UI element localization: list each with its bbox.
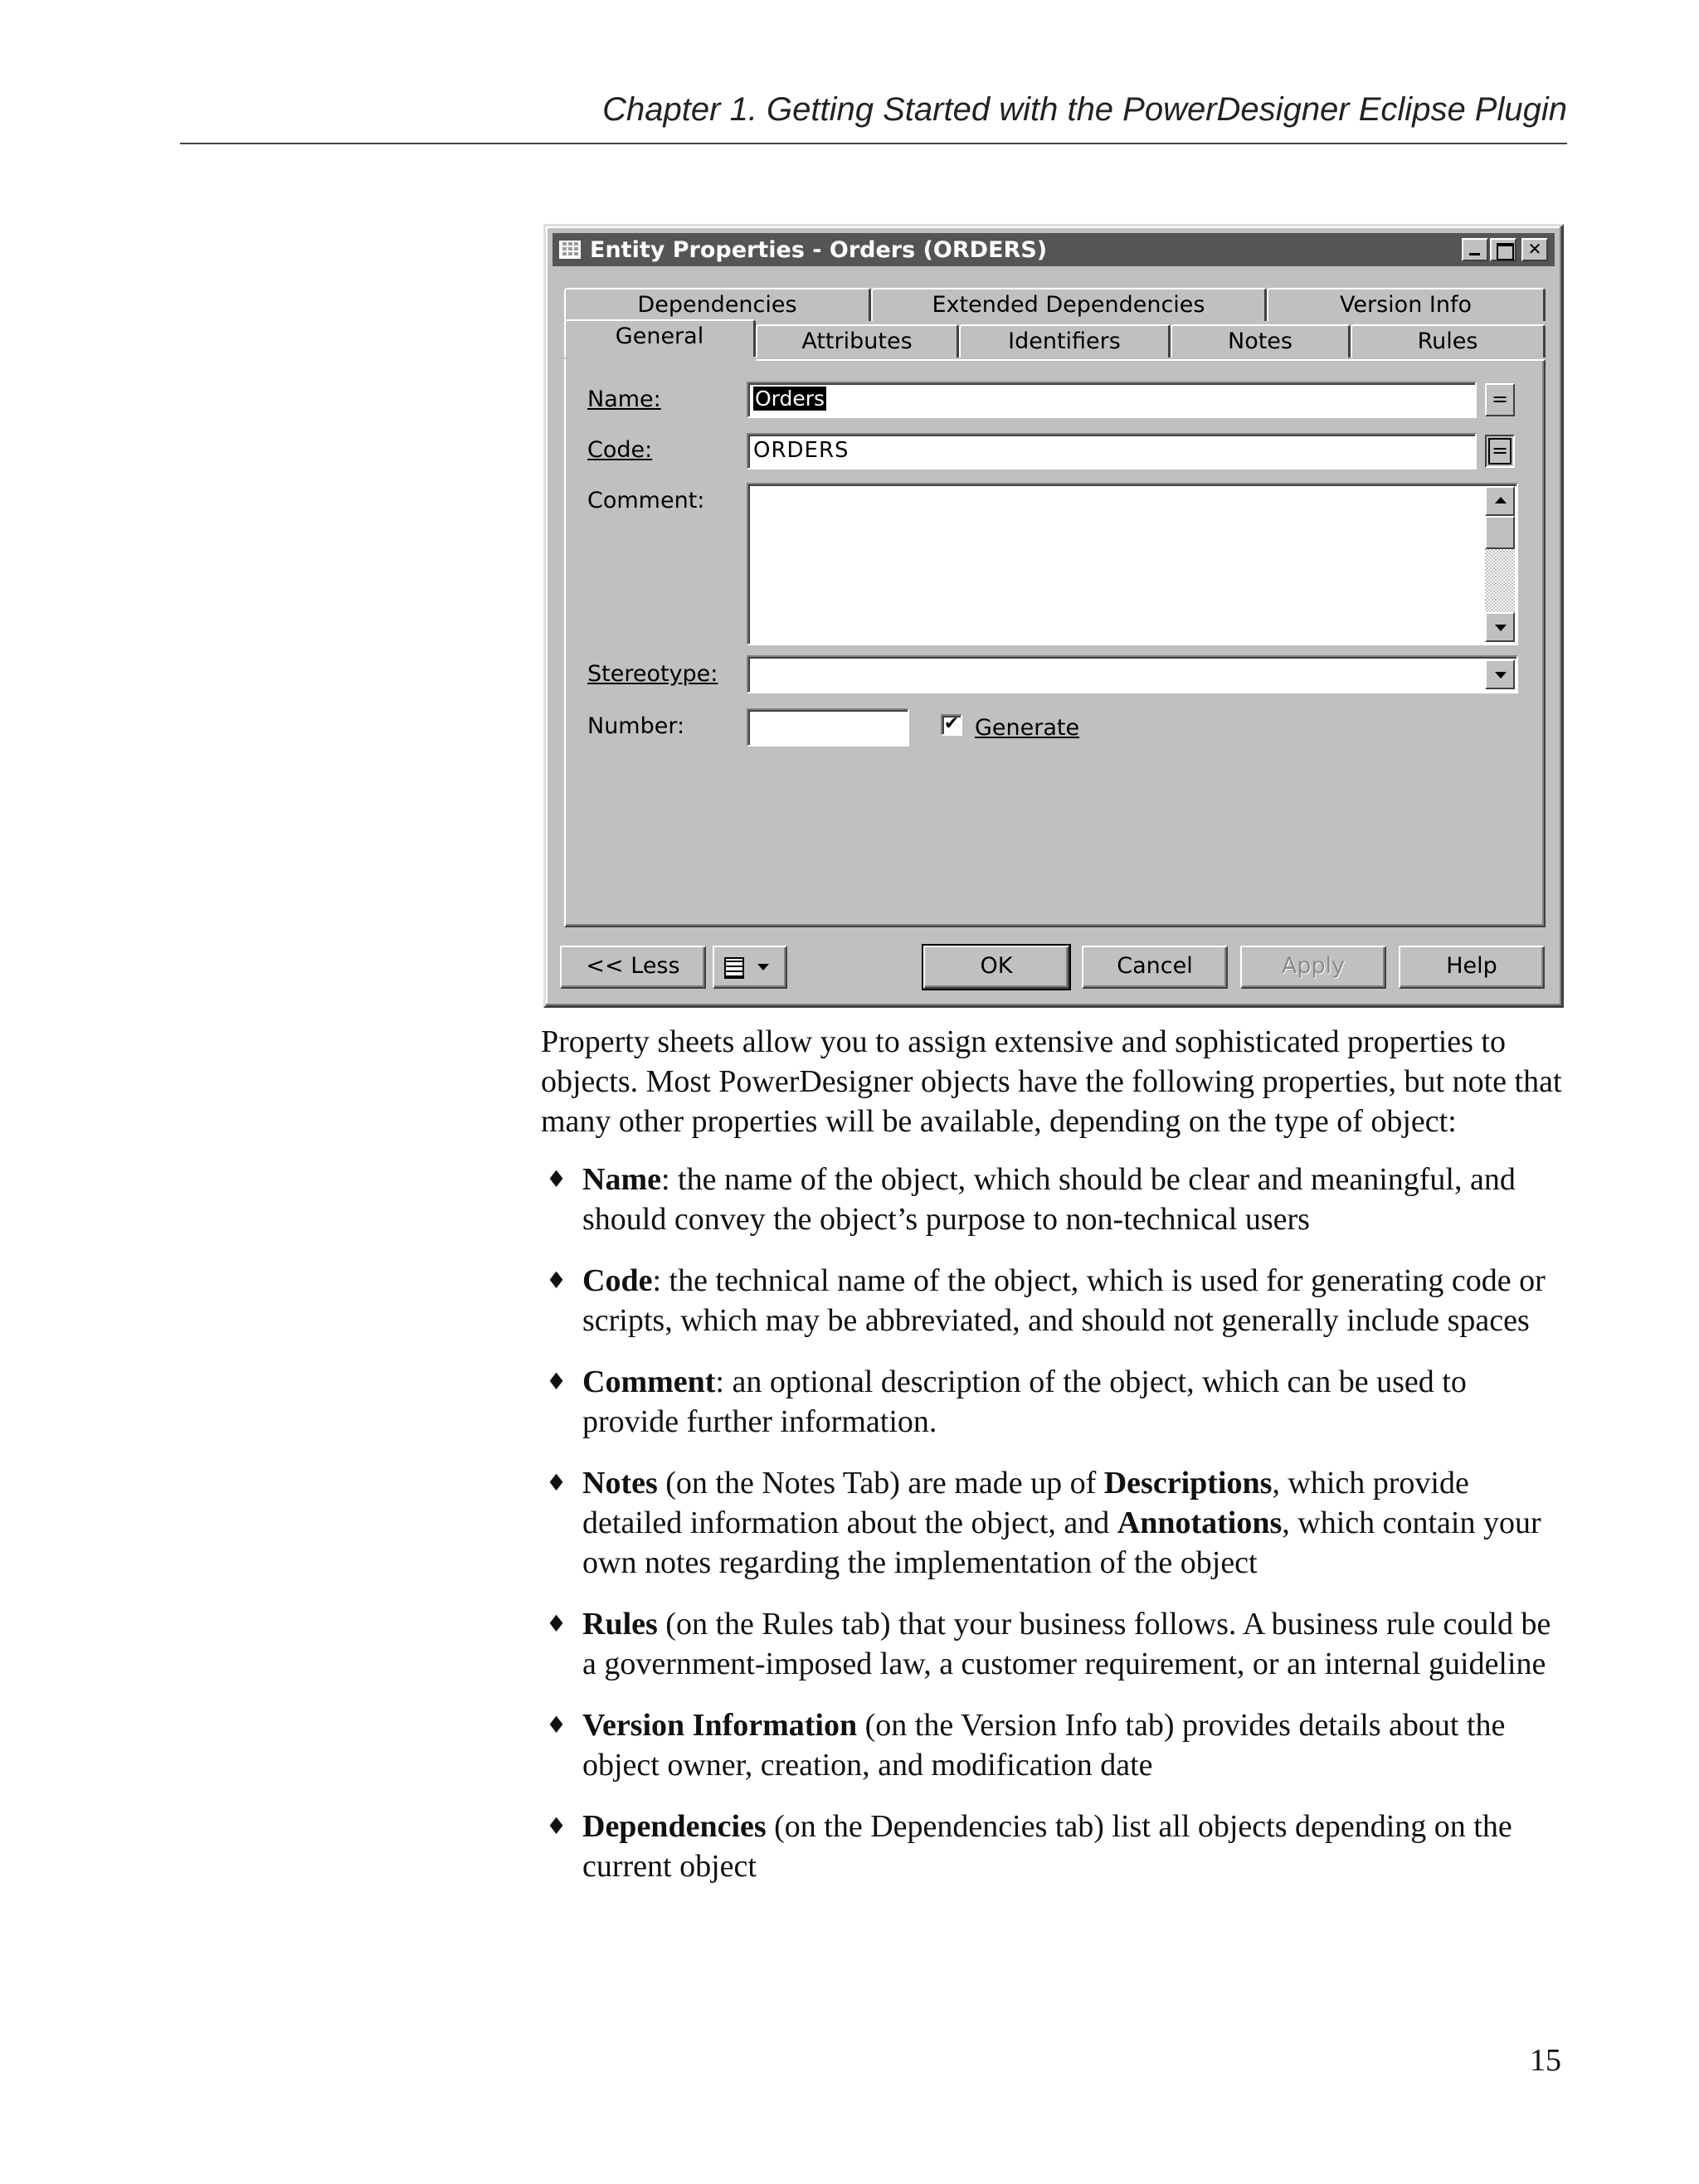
diamond-bullet-icon: ♦ xyxy=(546,1469,567,1496)
stereotype-dropdown-button[interactable] xyxy=(1485,659,1515,689)
chevron-down-icon xyxy=(1495,672,1507,679)
diamond-bullet-icon: ♦ xyxy=(546,1267,567,1294)
name-value: Orders xyxy=(755,387,825,411)
cancel-button[interactable]: Cancel xyxy=(1082,946,1228,989)
tab-notes[interactable]: Notes xyxy=(1171,324,1351,358)
minimize-button[interactable] xyxy=(1462,238,1488,261)
code-label: Code: xyxy=(587,437,653,463)
dialog-titlebar[interactable] xyxy=(553,233,1555,266)
dialog-title: Entity Properties - Orders (ORDERS) xyxy=(590,237,1048,263)
scroll-thumb[interactable] xyxy=(1485,516,1515,549)
bullet-term: Name xyxy=(582,1162,661,1197)
diamond-bullet-icon: ♦ xyxy=(546,1165,567,1193)
property-bullet-list xyxy=(541,1160,1570,1908)
apply-button[interactable]: Apply xyxy=(1240,946,1386,989)
bullet-term: Descriptions xyxy=(1103,1466,1273,1501)
generate-label: Generate xyxy=(975,715,1080,741)
less-button[interactable]: << Less xyxy=(560,946,706,989)
tab-version-info[interactable]: Version Info xyxy=(1267,288,1546,321)
stereotype-label: Stereotype: xyxy=(587,661,718,687)
bullet-term: Annotations xyxy=(1117,1505,1283,1540)
tab-general[interactable]: General xyxy=(564,319,756,358)
bullet-comment xyxy=(541,1362,1570,1442)
bullet-term: Notes xyxy=(582,1466,658,1501)
bullet-notes xyxy=(541,1463,1570,1583)
bullet-term: Rules xyxy=(582,1607,658,1642)
bullet-text: : the technical name of the object, which is used for generating code or scripts, which may be abbreviated, and should not generally include spaces xyxy=(582,1263,1546,1338)
bullet-dependencies xyxy=(541,1807,1570,1886)
comment-textarea[interactable] xyxy=(747,483,1518,645)
bullet-term: Version Information xyxy=(582,1708,858,1743)
close-button[interactable]: ✕ xyxy=(1521,238,1548,261)
diamond-bullet-icon: ♦ xyxy=(546,1711,567,1739)
stereotype-select[interactable] xyxy=(747,655,1518,693)
maximize-button[interactable] xyxy=(1490,238,1516,261)
ok-button[interactable]: OK xyxy=(923,946,1069,989)
bullet-text: (on the Rules tab) that your business follows. A business rule could be a government-imposed law, a customer requirement, or an internal guideline xyxy=(582,1607,1551,1681)
code-equals-button[interactable]: = xyxy=(1485,435,1515,468)
number-label: Number: xyxy=(587,713,685,739)
page-number: 15 xyxy=(1530,2043,1561,2078)
scroll-up-button[interactable] xyxy=(1485,486,1515,516)
entity-icon xyxy=(559,241,581,259)
tab-attributes[interactable]: Attributes xyxy=(756,324,959,358)
comment-label: Comment: xyxy=(587,488,705,513)
bullet-text: : the name of the object, which should be clear and meaningful, and should convey the object’s purpose to non-technical users xyxy=(582,1162,1516,1237)
scroll-down-button[interactable] xyxy=(1485,612,1515,642)
tab-identifiers[interactable]: Identifiers xyxy=(959,324,1171,358)
bullet-name xyxy=(541,1160,1570,1239)
diamond-bullet-icon: ♦ xyxy=(546,1610,567,1637)
bullet-text: , which contain your own notes regarding the implementation of the object xyxy=(582,1505,1541,1580)
entity-properties-dialog xyxy=(543,224,1564,1008)
bullet-text: (on the Version Info tab) provides details about the object owner, creation, and modification date xyxy=(582,1708,1506,1783)
bullet-rules xyxy=(541,1604,1570,1684)
bullet-term: Code xyxy=(582,1263,653,1298)
property-list-icon xyxy=(724,957,744,979)
help-button[interactable]: Help xyxy=(1399,946,1545,989)
tab-extended-dependencies[interactable]: Extended Dependencies xyxy=(871,288,1267,321)
dropdown-arrow-icon xyxy=(757,964,769,970)
number-input[interactable] xyxy=(747,708,909,747)
bullet-text: (on the Notes Tab) are made up of xyxy=(657,1466,1104,1501)
bullet-text: , which provide detailed information about the object, and xyxy=(582,1466,1469,1540)
bullet-term: Dependencies xyxy=(582,1809,767,1844)
chapter-title: Chapter 1. Getting Started with the PowerDesigner Eclipse Plugin xyxy=(602,91,1567,128)
name-equals-button[interactable]: = xyxy=(1485,383,1515,416)
active-tab-joint xyxy=(566,357,756,362)
tab-rules[interactable]: Rules xyxy=(1351,324,1546,358)
bullet-version-information xyxy=(541,1705,1570,1785)
name-label: Name: xyxy=(587,387,661,412)
property-menu-button[interactable] xyxy=(713,946,787,989)
code-input[interactable] xyxy=(747,433,1477,469)
bullet-code xyxy=(541,1261,1570,1340)
diamond-bullet-icon: ♦ xyxy=(546,1812,567,1840)
intro-paragraph: Property sheets allow you to assign extensive and sophisticated properties to objects. Most PowerDesigner objects have the following properties, but note that many other properties will be available, depending on the type of object: xyxy=(541,1024,1562,1139)
diamond-bullet-icon: ♦ xyxy=(546,1368,567,1395)
bullet-text: (on the Dependencies tab) list all objects depending on the current object xyxy=(582,1809,1512,1884)
code-value: ORDERS xyxy=(753,438,850,463)
bullet-term: Comment xyxy=(582,1364,716,1399)
name-input[interactable] xyxy=(747,382,1477,418)
tab-dependencies[interactable]: Dependencies xyxy=(564,288,871,321)
generate-checkbox[interactable]: ✔ xyxy=(941,714,962,736)
bullet-text: : an optional description of the object, which can be used to provide further information. xyxy=(582,1364,1467,1439)
running-header xyxy=(180,90,1567,144)
